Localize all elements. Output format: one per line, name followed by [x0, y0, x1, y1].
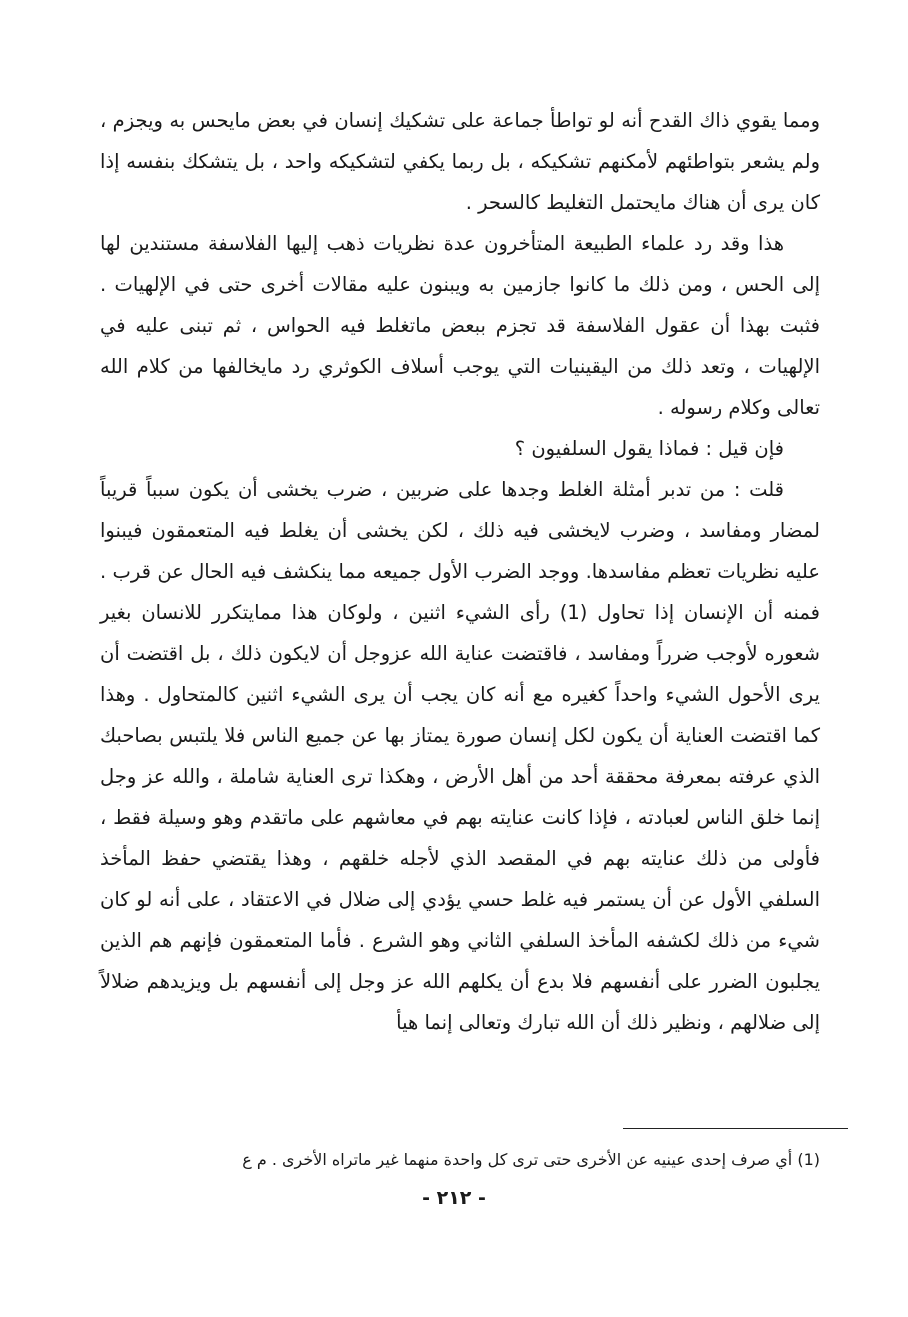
footnote-divider: [623, 1128, 848, 1129]
footnote: (1) أي صرف إحدى عينيه عن الأخرى حتى ترى كل واحدة منهما غير ماتراه الأخرى . م ع: [242, 1150, 820, 1169]
paragraph-question: فإن قيل : فماذا يقول السلفيون ؟: [514, 437, 784, 460]
paragraph-answer: قلت : من تدبر أمثلة الغلط وجدها على ضربين ، ضرب يخشى أن يكون سبباً قريباً لمضار ومفاسد ، وضرب لايخشى فيه ذلك ، لكن يخشى أن يغلط فيه المتعمقون فيبنوا عليه نظريات تعظم مفاسدها. ووجد الضرب الأول جميعه مما ينكشف فيه الحال عن قرب . فمنه أن الإنسان إذا تحاول (1) رأى الشيء اثنين ، ولوكان هذا ممايتكرر للانسان بغير شعوره لأوجب ضرراً ومفاسد ، فاقتضت عناية الله عزوجل أن لايكون ذلك ، بل اقتضت أن يرى الأحول الشيء واحداً كغيره مع أنه كان يجب أن يرى الشيء اثنين كالمتحاول . وهذا كما اقتضت العناية أن يكون لكل إنسان صورة يمتاز بها عن جميع الناس فلا يلتبس بصاحبك الذي عرفته بمعرفة محققة أحد من أهل الأرض ، وهكذا ترى العناية شاملة ، والله عز وجل إنما خلق الناس لعبادته ، فإذا كانت عنايته بهم في معاشهم على ماتقدم وهو وسيلة فقط ، فأولى من ذلك عنايته بهم في المقصد الذي لأجله خلقهم ، وهذا يقتضي حفظ المأخذ السلفي الأول عن أن يستمر فيه غلط حسي يؤدي إلى ضلال في الاعتقاد ، على أنه لو كان شيء من ذلك لكشفه المأخذ السلفي الثاني وهو الشرع . فأما المتعمقون فإنهم هم الذين يجلبون الضرر على أنفسهم فلا بدع أن يكلهم الله عز وجل إلى أنفسهم بل ويزيدهم ضلالاً إلى ضلالهم ، ونظير ذلك أن الله تبارك وتعالى إنما هيأ: [100, 478, 820, 1034]
page-number: - ٢١٢ -: [422, 1187, 486, 1209]
paragraph-1: ومما يقوي ذاك القدح أنه لو تواطأ جماعة على تشكيك إنسان في بعض مايحس به ويجزم ، ولم يشعر بتواطئهم لأمكنهم تشكيكه ، بل ربما يكفي لتشكيكه واحد ، بل يتشكك بنفسه إذا كان يرى أن هناك مايحتمل التغليط كالسحر .: [100, 109, 820, 214]
paragraph-2: هذا وقد رد علماء الطبيعة المتأخرون عدة نظريات ذهب إليها الفلاسفة مستندين لها إلى الحس ، ومن ذلك ما كانوا جازمين به ويبنون عليه مقالات أخرى حتى في الإلهيات . فثبت بهذا أن عقول الفلاسفة قد تجزم ببعض ماتغلط فيه الحواس ، ثم تبنى عليه في الإلهيات ، وتعد ذلك من اليقينيات التي يوجب أسلاف الكوثري رد مايخالفها من كلام الله تعالى وكلام رسوله .: [100, 232, 820, 419]
main-text: [100, 100, 820, 1043]
